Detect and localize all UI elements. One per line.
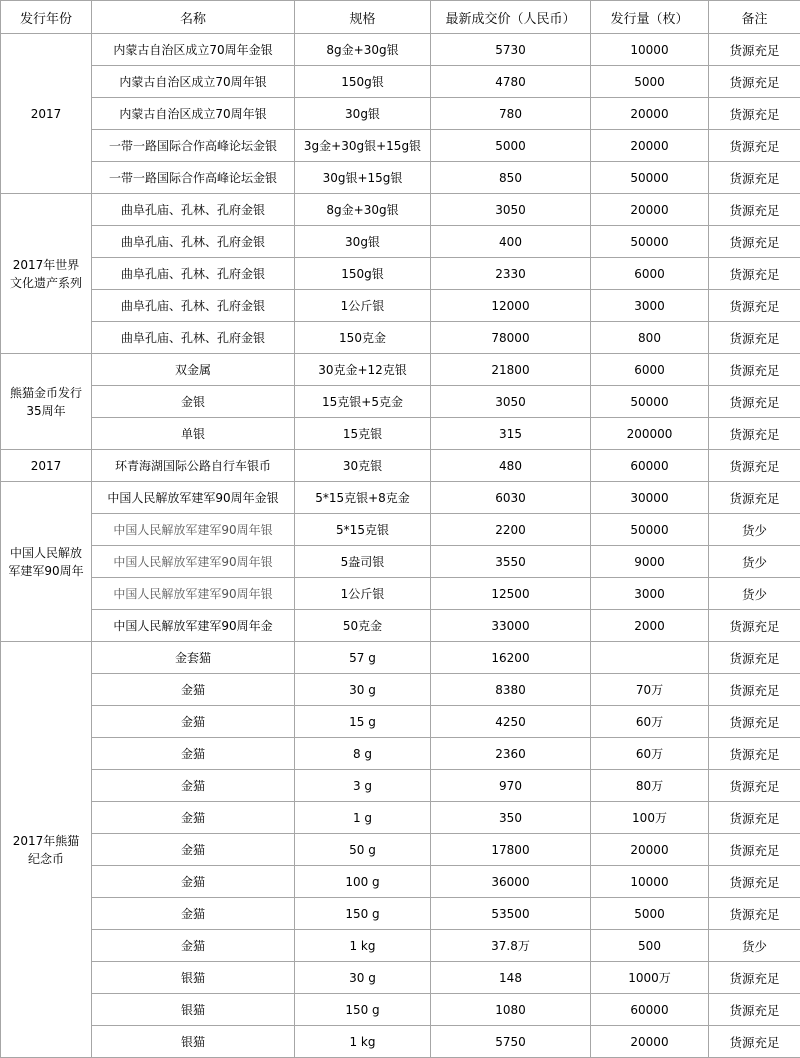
price-cell: 3050	[431, 194, 591, 226]
table-row	[1, 194, 800, 226]
spec-cell: 1公斤银	[295, 578, 431, 610]
note-cell: 货源充足	[709, 898, 800, 930]
price-cell: 78000	[431, 322, 591, 354]
price-cell: 16200	[431, 642, 591, 674]
note-cell: 货源充足	[709, 450, 800, 482]
spec-cell: 150 g	[295, 898, 431, 930]
table-row	[1, 578, 800, 610]
table-row	[1, 34, 800, 66]
note-cell: 货源充足	[709, 610, 800, 642]
group-year-cell: 2017	[1, 450, 92, 482]
price-cell: 780	[431, 98, 591, 130]
mintage-cell: 50000	[591, 386, 709, 418]
table-row	[1, 770, 800, 802]
group-year-cell: 2017年熊猫纪念币	[1, 642, 92, 1058]
table-row	[1, 98, 800, 130]
spec-cell: 30g银	[295, 226, 431, 258]
note-cell: 货源充足	[709, 194, 800, 226]
name-cell: 银猫	[92, 994, 295, 1026]
name-cell: 金猫	[92, 898, 295, 930]
header-year: 发行年份	[1, 1, 92, 34]
note-cell: 货源充足	[709, 418, 800, 450]
mintage-cell: 10000	[591, 34, 709, 66]
header-row	[1, 1, 800, 34]
table-row	[1, 290, 800, 322]
mintage-cell: 80万	[591, 770, 709, 802]
table-row	[1, 802, 800, 834]
table-row	[1, 386, 800, 418]
name-cell: 内蒙古自治区成立70周年金银	[92, 34, 295, 66]
price-cell: 350	[431, 802, 591, 834]
name-cell: 中国人民解放军建军90周年银	[92, 546, 295, 578]
price-cell: 400	[431, 226, 591, 258]
name-cell: 一带一路国际合作高峰论坛金银	[92, 130, 295, 162]
table-body	[1, 34, 800, 1058]
group-year-cell: 2017年世界文化遗产系列	[1, 194, 92, 354]
note-cell: 货源充足	[709, 1026, 800, 1058]
note-cell: 货源充足	[709, 290, 800, 322]
note-cell: 货源充足	[709, 770, 800, 802]
spec-cell: 5盎司银	[295, 546, 431, 578]
price-cell: 970	[431, 770, 591, 802]
note-cell: 货源充足	[709, 994, 800, 1026]
mintage-cell: 100万	[591, 802, 709, 834]
price-cell: 8380	[431, 674, 591, 706]
price-cell: 480	[431, 450, 591, 482]
price-cell: 12000	[431, 290, 591, 322]
price-cell: 4780	[431, 66, 591, 98]
spec-cell: 1公斤银	[295, 290, 431, 322]
price-cell: 2330	[431, 258, 591, 290]
spec-cell: 8g金+30g银	[295, 34, 431, 66]
spec-cell: 1 kg	[295, 930, 431, 962]
note-cell: 货源充足	[709, 706, 800, 738]
spec-cell: 30g银	[295, 98, 431, 130]
note-cell: 货源充足	[709, 834, 800, 866]
price-cell: 4250	[431, 706, 591, 738]
spec-cell: 30g银+15g银	[295, 162, 431, 194]
table-row	[1, 866, 800, 898]
table-row	[1, 162, 800, 194]
name-cell: 金猫	[92, 802, 295, 834]
note-cell: 货少	[709, 930, 800, 962]
name-cell: 内蒙古自治区成立70周年银	[92, 98, 295, 130]
mintage-cell: 20000	[591, 834, 709, 866]
note-cell: 货源充足	[709, 98, 800, 130]
spec-cell: 1 g	[295, 802, 431, 834]
header-note: 备注	[709, 1, 800, 34]
note-cell: 货源充足	[709, 674, 800, 706]
table-row	[1, 610, 800, 642]
note-cell: 货源充足	[709, 258, 800, 290]
table-row	[1, 130, 800, 162]
mintage-cell: 6000	[591, 354, 709, 386]
spec-cell: 50 g	[295, 834, 431, 866]
note-cell: 货源充足	[709, 802, 800, 834]
table-row	[1, 738, 800, 770]
header-price: 最新成交价（人民币）	[431, 1, 591, 34]
mintage-cell	[591, 642, 709, 674]
note-cell: 货源充足	[709, 866, 800, 898]
note-cell: 货源充足	[709, 962, 800, 994]
note-cell: 货少	[709, 578, 800, 610]
header-spec: 规格	[295, 1, 431, 34]
mintage-cell: 200000	[591, 418, 709, 450]
spec-cell: 8 g	[295, 738, 431, 770]
price-cell: 148	[431, 962, 591, 994]
mintage-cell: 6000	[591, 258, 709, 290]
name-cell: 金猫	[92, 738, 295, 770]
note-cell: 货少	[709, 514, 800, 546]
name-cell: 中国人民解放军建军90周年金	[92, 610, 295, 642]
header-mintage: 发行量（枚）	[591, 1, 709, 34]
name-cell: 银猫	[92, 1026, 295, 1058]
spec-cell: 150g银	[295, 66, 431, 98]
spec-cell: 8g金+30g银	[295, 194, 431, 226]
mintage-cell: 500	[591, 930, 709, 962]
table-row	[1, 66, 800, 98]
table-row	[1, 706, 800, 738]
mintage-cell: 1000万	[591, 962, 709, 994]
mintage-cell: 60000	[591, 450, 709, 482]
spec-cell: 15 g	[295, 706, 431, 738]
price-cell: 33000	[431, 610, 591, 642]
name-cell: 单银	[92, 418, 295, 450]
note-cell: 货源充足	[709, 34, 800, 66]
header-name: 名称	[92, 1, 295, 34]
mintage-cell: 3000	[591, 290, 709, 322]
group-year-cell: 熊猫金币发行35周年	[1, 354, 92, 450]
group-year-cell: 2017	[1, 34, 92, 194]
note-cell: 货源充足	[709, 66, 800, 98]
price-cell: 850	[431, 162, 591, 194]
name-cell: 金银	[92, 386, 295, 418]
note-cell: 货少	[709, 546, 800, 578]
mintage-cell: 5000	[591, 66, 709, 98]
price-cell: 17800	[431, 834, 591, 866]
name-cell: 金套猫	[92, 642, 295, 674]
table-row	[1, 482, 800, 514]
price-cell: 3550	[431, 546, 591, 578]
name-cell: 金猫	[92, 674, 295, 706]
name-cell: 环青海湖国际公路自行车银币	[92, 450, 295, 482]
table-row	[1, 898, 800, 930]
name-cell: 金猫	[92, 706, 295, 738]
mintage-cell: 20000	[591, 194, 709, 226]
name-cell: 金猫	[92, 930, 295, 962]
name-cell: 曲阜孔庙、孔林、孔府金银	[92, 258, 295, 290]
name-cell: 银猫	[92, 962, 295, 994]
spec-cell: 3 g	[295, 770, 431, 802]
table-row	[1, 450, 800, 482]
price-cell: 5750	[431, 1026, 591, 1058]
price-cell: 2200	[431, 514, 591, 546]
mintage-cell: 50000	[591, 514, 709, 546]
table-row	[1, 258, 800, 290]
table-row	[1, 642, 800, 674]
price-cell: 5000	[431, 130, 591, 162]
spec-cell: 15克银+5克金	[295, 386, 431, 418]
name-cell: 曲阜孔庙、孔林、孔府金银	[92, 226, 295, 258]
spec-cell: 150克金	[295, 322, 431, 354]
mintage-cell: 20000	[591, 130, 709, 162]
spec-cell: 30克银	[295, 450, 431, 482]
name-cell: 中国人民解放军建军90周年银	[92, 514, 295, 546]
note-cell: 货源充足	[709, 322, 800, 354]
spec-cell: 150g银	[295, 258, 431, 290]
price-cell: 36000	[431, 866, 591, 898]
price-cell: 3050	[431, 386, 591, 418]
mintage-cell: 30000	[591, 482, 709, 514]
spec-cell: 5*15克银	[295, 514, 431, 546]
spec-cell: 150 g	[295, 994, 431, 1026]
table-row	[1, 1026, 800, 1058]
table-row	[1, 354, 800, 386]
mintage-cell: 70万	[591, 674, 709, 706]
mintage-cell: 10000	[591, 866, 709, 898]
table-row	[1, 834, 800, 866]
mintage-cell: 9000	[591, 546, 709, 578]
spec-cell: 5*15克银+8克金	[295, 482, 431, 514]
mintage-cell: 3000	[591, 578, 709, 610]
name-cell: 金猫	[92, 866, 295, 898]
note-cell: 货源充足	[709, 386, 800, 418]
spec-cell: 3g金+30g银+15g银	[295, 130, 431, 162]
spec-cell: 30克金+12克银	[295, 354, 431, 386]
price-cell: 53500	[431, 898, 591, 930]
mintage-cell: 60000	[591, 994, 709, 1026]
price-cell: 315	[431, 418, 591, 450]
name-cell: 一带一路国际合作高峰论坛金银	[92, 162, 295, 194]
name-cell: 曲阜孔庙、孔林、孔府金银	[92, 290, 295, 322]
spec-cell: 15克银	[295, 418, 431, 450]
mintage-cell: 5000	[591, 898, 709, 930]
note-cell: 货源充足	[709, 226, 800, 258]
note-cell: 货源充足	[709, 162, 800, 194]
price-cell: 5730	[431, 34, 591, 66]
table-row	[1, 226, 800, 258]
mintage-cell: 20000	[591, 98, 709, 130]
table-row	[1, 322, 800, 354]
spec-cell: 1 kg	[295, 1026, 431, 1058]
price-cell: 12500	[431, 578, 591, 610]
name-cell: 金猫	[92, 770, 295, 802]
mintage-cell: 2000	[591, 610, 709, 642]
note-cell: 货源充足	[709, 642, 800, 674]
table-row	[1, 962, 800, 994]
price-cell: 1080	[431, 994, 591, 1026]
name-cell: 金猫	[92, 834, 295, 866]
spec-cell: 57 g	[295, 642, 431, 674]
note-cell: 货源充足	[709, 482, 800, 514]
note-cell: 货源充足	[709, 738, 800, 770]
name-cell: 中国人民解放军建军90周年金银	[92, 482, 295, 514]
note-cell: 货源充足	[709, 130, 800, 162]
spec-cell: 100 g	[295, 866, 431, 898]
table-row	[1, 418, 800, 450]
name-cell: 中国人民解放军建军90周年银	[92, 578, 295, 610]
mintage-cell: 800	[591, 322, 709, 354]
note-cell: 货源充足	[709, 354, 800, 386]
mintage-cell: 50000	[591, 162, 709, 194]
name-cell: 双金属	[92, 354, 295, 386]
table-row	[1, 514, 800, 546]
price-cell: 2360	[431, 738, 591, 770]
name-cell: 内蒙古自治区成立70周年银	[92, 66, 295, 98]
mintage-cell: 60万	[591, 738, 709, 770]
mintage-cell: 60万	[591, 706, 709, 738]
price-cell: 21800	[431, 354, 591, 386]
name-cell: 曲阜孔庙、孔林、孔府金银	[92, 194, 295, 226]
table-row	[1, 674, 800, 706]
name-cell: 曲阜孔庙、孔林、孔府金银	[92, 322, 295, 354]
table-row	[1, 546, 800, 578]
table-row	[1, 994, 800, 1026]
mintage-cell: 50000	[591, 226, 709, 258]
mintage-cell: 20000	[591, 1026, 709, 1058]
spec-cell: 30 g	[295, 674, 431, 706]
price-cell: 37.8万	[431, 930, 591, 962]
table-row	[1, 930, 800, 962]
group-year-cell: 中国人民解放军建军90周年	[1, 482, 92, 642]
price-cell: 6030	[431, 482, 591, 514]
spec-cell: 30 g	[295, 962, 431, 994]
spec-cell: 50克金	[295, 610, 431, 642]
